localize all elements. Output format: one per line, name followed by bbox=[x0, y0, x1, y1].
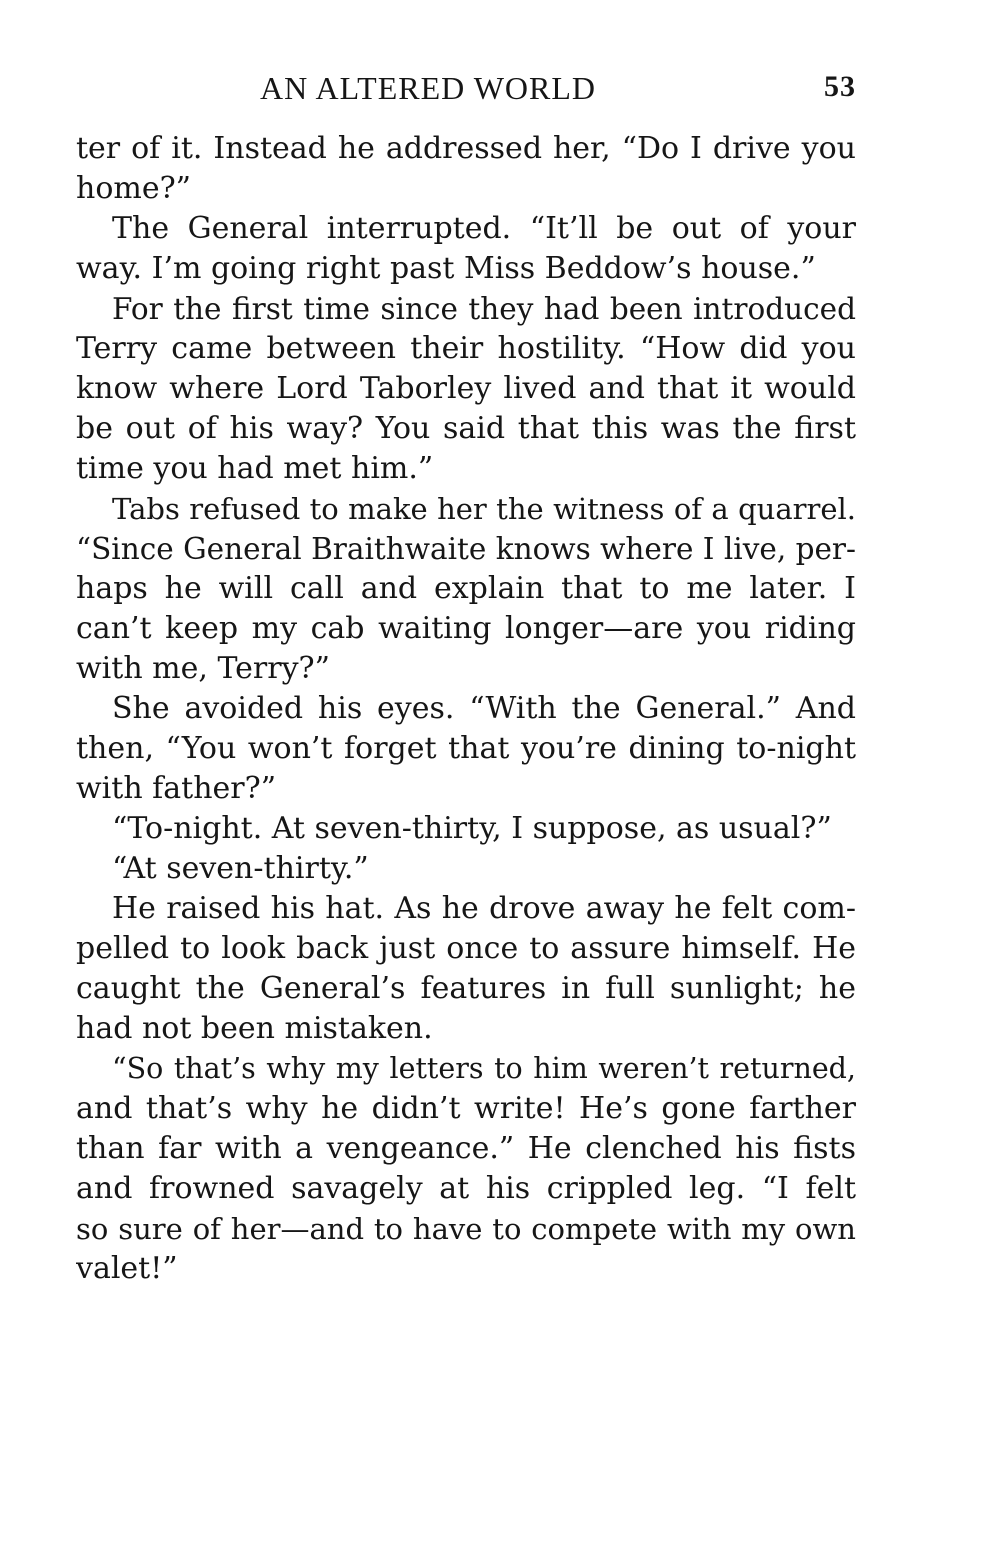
text-line: “At seven-thirty.” bbox=[112, 851, 369, 886]
text-line: valet!” bbox=[76, 1251, 178, 1286]
text-line: pelled to look back just once to assure himself. He bbox=[76, 931, 856, 966]
text-line: so sure of her—and to have to compete with my own bbox=[76, 1212, 856, 1246]
text-line: “To-night. At seven-thirty, I suppose, as usual?” bbox=[112, 811, 832, 846]
text-line: She avoided his eyes. “With the General.” And bbox=[112, 691, 856, 726]
text-line: be out of his way? You said that this was the first bbox=[76, 411, 856, 446]
text-line: way. I’m going right past Miss Beddow’s house.” bbox=[76, 251, 816, 286]
text-line: and frowned savagely at his crippled leg. “I felt bbox=[76, 1171, 856, 1206]
page-number: 53 bbox=[824, 70, 856, 103]
running-title: AN ALTERED WORLD bbox=[260, 70, 596, 106]
text-line: with father?” bbox=[76, 771, 277, 806]
text-line: For the first time since they had been introduced bbox=[112, 292, 856, 326]
text-line: ter of it. Instead he addressed her, “Do I drive you bbox=[76, 131, 856, 166]
text-line: “Since General Braithwaite knows where I live, per- bbox=[76, 532, 856, 566]
text-line: know where Lord Taborley lived and that it would bbox=[76, 371, 856, 406]
text-line: He raised his hat. As he drove away he felt com- bbox=[112, 891, 856, 926]
text-line: Terry came between their hostility. “How did you bbox=[76, 331, 856, 366]
text-line: can’t keep my cab waiting longer—are you riding bbox=[76, 611, 856, 646]
text-line: had not been mistaken. bbox=[76, 1011, 433, 1046]
text-line: Tabs refused to make her the witness of a quarrel. bbox=[112, 492, 856, 526]
text-line: “So that’s why my letters to him weren’t returned, bbox=[112, 1052, 856, 1085]
text-line: haps he will call and explain that to me later. I bbox=[76, 571, 856, 606]
text-line: with me, Terry?” bbox=[76, 651, 330, 686]
text-line: caught the General’s features in full sunlight; he bbox=[76, 971, 856, 1006]
body-text bbox=[76, 129, 856, 1289]
text-line: then, “You won’t forget that you’re dining to-night bbox=[76, 731, 856, 766]
text-line: and that’s why he didn’t write! He’s gone farther bbox=[76, 1091, 856, 1126]
text-line: time you had met him.” bbox=[76, 451, 434, 486]
text-line: The General interrupted. “It’ll be out of your bbox=[112, 211, 856, 246]
text-line: than far with a vengeance.” He clenched his fists bbox=[76, 1131, 856, 1166]
running-head bbox=[76, 70, 856, 110]
text-line: home?” bbox=[76, 171, 192, 206]
